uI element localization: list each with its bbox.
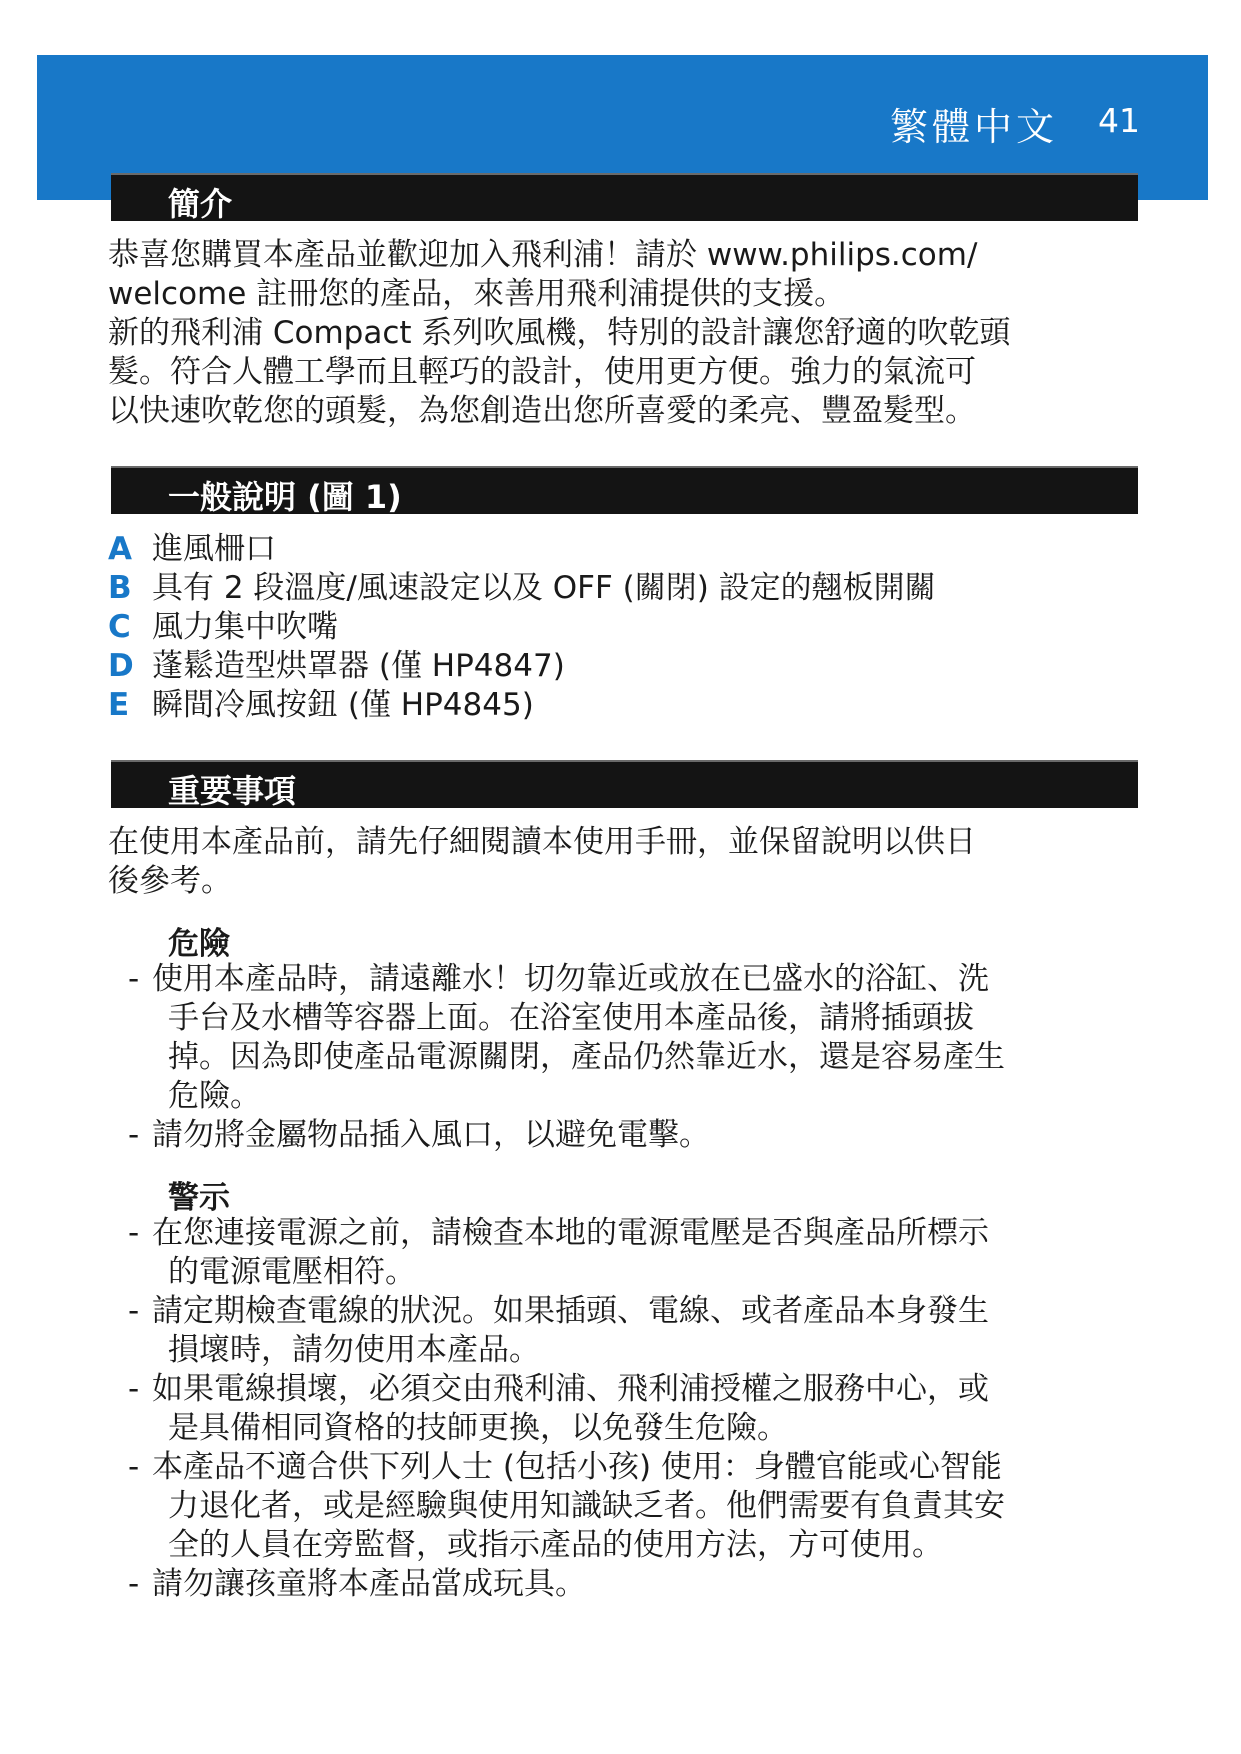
warning-heading: 警示 [168,1180,230,1216]
spec-letter: E [108,687,130,723]
bullet-line: 的電源電壓相符。 [168,1254,416,1290]
bullet-line: 是具備相同資格的技師更換，以免發生危險。 [168,1410,788,1446]
spec-letter: C [108,609,131,645]
spec-text: 蓬鬆造型烘罩器 (僅 HP4847) [152,648,565,684]
bullet-line: 請勿讓孩童將本產品當成玩具。 [152,1566,586,1602]
section-bar-important [111,760,1138,808]
spec-letter: D [108,648,134,684]
bullet-line: 本產品不適合供下列人士 (包括小孩) 使用：身體官能或心智能 [152,1449,1002,1485]
spec-item [108,647,565,686]
danger-heading: 危險 [168,926,230,962]
spec-text: 進風柵口 [152,531,276,567]
important-line: 在使用本產品前，請先仔細閱讀本使用手冊，並保留說明以供日 [108,824,976,860]
warning-bullet: - 請勿讓孩童將本產品當成玩具。 [128,1566,586,1602]
danger-bullet: - 請勿將金屬物品插入風口，以避免電擊。 [128,1117,710,1153]
bullet-line: 力退化者，或是經驗與使用知識缺乏者。他們需要有負責其安 [168,1488,1005,1524]
section-bar-general [111,466,1138,514]
page-number: 41 [1098,101,1140,140]
bullet-line: 請勿將金屬物品插入風口，以避免電擊。 [152,1117,710,1153]
danger-bullet: - 使用本產品時，請遠離水！切勿靠近或放在已盛水的浴缸、洗 手台及水槽等容器上面。在浴室使用本產品後，請將插頭拔 掉。因為即使產品電源關閉，產品仍然靠近水，還是容易產生 危險。 [128,961,1005,1114]
section-title-general: 一般說明 (圖 1) [168,478,402,516]
intro-line: 以快速吹乾您的頭髮，為您創造出您所喜愛的柔亮、豐盈髮型。 [108,393,976,429]
section-title-important: 重要事項 [168,772,297,810]
warning-bullet: - 在您連接電源之前，請檢查本地的電源電壓是否與產品所標示 的電源電壓相符。 [128,1215,989,1290]
spec-text: 瞬間冷風按鈕 (僅 HP4845) [152,687,534,723]
bullet-line: 請定期檢查電線的狀況。如果插頭、電線、或者產品本身發生 [152,1293,989,1329]
spec-letter: A [108,531,132,567]
bullet-line: 掉。因為即使產品電源關閉，產品仍然靠近水，還是容易產生 [168,1039,1005,1075]
spec-item [108,569,936,608]
spec-text: 具有 2 段溫度/風速設定以及 OFF (關閉) 設定的翹板開關 [152,570,936,606]
bullet-line: 使用本產品時，請遠離水！切勿靠近或放在已盛水的浴缸、洗 [152,961,989,997]
bullet-line: 如果電線損壞，必須交由飛利浦、飛利浦授權之服務中心，或 [152,1371,989,1407]
spec-text: 風力集中吹嘴 [152,609,338,645]
important-line: 後參考。 [108,863,232,899]
section-bar-intro [111,173,1138,221]
section-title-intro: 簡介 [168,185,233,223]
bullet-line: 危險。 [168,1078,261,1114]
intro-line: 髮。符合人體工學而且輕巧的設計，使用更方便。強力的氣流可 [108,354,976,390]
language-title: 繁體中文 [890,105,1059,149]
spec-letter: B [108,570,132,606]
bullet-line: 在您連接電源之前，請檢查本地的電源電壓是否與產品所標示 [152,1215,989,1251]
warning-bullet: - 如果電線損壞，必須交由飛利浦、飛利浦授權之服務中心，或 是具備相同資格的技師更換，以免發生危險。 [128,1371,989,1446]
intro-line: 恭喜您購買本產品並歡迎加入飛利浦！請於 www.philips.com/ [108,237,978,273]
bullet-line: 損壞時，請勿使用本產品。 [168,1332,540,1368]
intro-line: 新的飛利浦 Compact 系列吹風機，特別的設計讓您舒適的吹乾頭 [108,315,1011,351]
bullet-line: 手台及水槽等容器上面。在浴室使用本產品後，請將插頭拔 [168,1000,974,1036]
intro-line: welcome 註冊您的產品，來善用飛利浦提供的支援。 [108,276,846,312]
spec-item [108,530,276,569]
bullet-line: 全的人員在旁監督，或指示產品的使用方法，方可使用。 [168,1527,943,1563]
warning-bullet: - 請定期檢查電線的狀況。如果插頭、電線、或者產品本身發生 損壞時，請勿使用本產品。 [128,1293,989,1368]
spec-item [108,608,338,647]
warning-bullet: - 本產品不適合供下列人士 (包括小孩) 使用：身體官能或心智能 力退化者，或是經驗與使用知識缺乏者。他們需要有負責其安 全的人員在旁監督，或指示產品的使用方法，方可使用。 [128,1449,1005,1563]
spec-item [108,686,534,725]
